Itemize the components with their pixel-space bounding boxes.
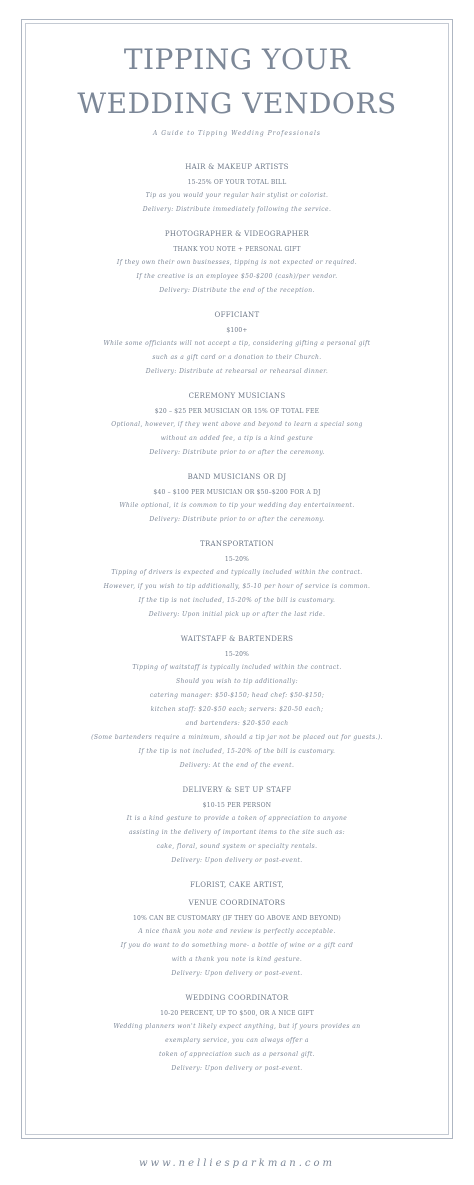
section-detail-line: Delivery: Upon delivery or post-event. (171, 970, 303, 977)
section-tip-amount: $100+ (226, 327, 248, 334)
section-detail-line: cake, floral, sound system or specialty rentals. (156, 843, 318, 850)
section-heading: VENUE COORDINATORS (188, 899, 286, 907)
section-detail-line: While optional, it is common to tip your wedding day entertainment. (119, 502, 355, 509)
section-detail-line: such as a gift card or a donation to their Church. (152, 354, 322, 361)
section-heading: BAND MUSICIANS OR DJ (187, 473, 287, 481)
section-tip-amount: THANK YOU NOTE + PERSONAL GIFT (173, 246, 301, 253)
vendor-section (25, 989, 449, 1076)
section-detail-line: and bartenders: $20-$50 each (185, 720, 289, 727)
vendor-sections (25, 158, 449, 1076)
section-detail-line: Delivery: Distribute immediately following the service. (142, 206, 332, 213)
section-detail-line: Delivery: At the end of the event. (179, 762, 295, 769)
section-detail-line: without an added fee, a tip is a kind gesture (160, 435, 314, 442)
section-detail-line: (Some bartenders require a minimum, should a tip jar not be placed out for guests.). (91, 734, 383, 741)
title-line: WEDDING VENDORS (77, 87, 397, 120)
vendor-section (25, 535, 449, 622)
section-tip-amount: 15-20% (224, 651, 250, 658)
page-subtitle: A Guide to Tipping Wedding Professionals (152, 130, 322, 137)
section-tip-amount: 15-25% OF YOUR TOTAL BILL (187, 179, 287, 186)
section-tip-amount: 15-20% (224, 556, 250, 563)
section-detail-line: Delivery: Upon delivery or post-event. (171, 857, 303, 864)
section-heading: DELIVERY & SET UP STAFF (182, 786, 292, 794)
section-detail-line: If the tip is not included, 15-20% of the bill is customary. (138, 597, 336, 604)
section-heading: OFFICIANT (214, 311, 260, 319)
section-detail-line: Tip as you would your regular hair stylist or colorist. (145, 192, 329, 199)
section-detail-line: Delivery: Distribute prior to or after the ceremony. (149, 516, 325, 523)
section-detail-line: catering manager: $50-$150; head chef: $50-$150; (149, 692, 325, 699)
section-detail-line: Delivery: Distribute at rehearsal or rehearsal dinner. (145, 368, 329, 375)
section-detail-line: It is a kind gesture to provide a token of appreciation to anyone (126, 815, 348, 822)
section-tip-amount: $10-15 PER PERSON (202, 802, 272, 809)
section-detail-line: Delivery: Distribute prior to or after the ceremony. (149, 449, 325, 456)
section-detail-line: Delivery: Upon initial pick up or after the last ride. (148, 611, 326, 618)
title-line: TIPPING YOUR (123, 43, 351, 76)
section-detail-line: If the creative is an employee $50-$200 (cash)/per vendor. (136, 273, 338, 280)
section-detail-line: If they own their own businesses, tipping is not expected or required. (116, 259, 358, 266)
section-detail-line: with a thank you note is kind gesture. (171, 956, 303, 963)
vendor-section (25, 306, 449, 379)
section-tip-amount: $20 – $25 PER MUSICIAN OR 15% OF TOTAL FEE (154, 408, 320, 415)
section-detail-line: Delivery: Upon delivery or post-event. (171, 1065, 303, 1072)
page-title (25, 38, 449, 126)
section-detail-line: However, if you wish to tip additionally, $5-10 per hour of service is common. (103, 583, 371, 590)
section-detail-line: A nice thank you note and review is perfectly acceptable. (138, 928, 336, 935)
vendor-section (25, 468, 449, 527)
section-detail-line: Tipping of drivers is expected and typically included within the contract. (111, 569, 363, 576)
section-detail-line: Wedding planners won't likely expect anything, but if yours provides an (113, 1023, 361, 1030)
section-heading: PHOTOGRAPHER & VIDEOGRAPHER (164, 230, 310, 238)
guide-content (25, 38, 449, 1076)
vendor-section (25, 387, 449, 460)
vendor-section (25, 158, 449, 217)
section-detail-line: kitchen staff: $20-$50 each; servers: $20-50 each; (150, 706, 324, 713)
vendor-section (25, 781, 449, 868)
footer-url: www.nelliesparkman.com (138, 1158, 336, 1169)
section-detail-line: exemplary service, you can always offer a (165, 1037, 309, 1044)
section-detail-line: Delivery: Distribute the end of the reception. (159, 287, 315, 294)
section-detail-line: While some officiants will not accept a tip, considering gifting a personal gift (103, 340, 371, 347)
section-heading: WEDDING COORDINATOR (185, 994, 289, 1002)
section-detail-line: If you do want to do something more- a bottle of wine or a gift card (120, 942, 354, 949)
section-heading: WAITSTAFF & BARTENDERS (180, 635, 294, 643)
section-heading: TRANSPORTATION (200, 540, 274, 548)
vendor-section (25, 630, 449, 773)
section-tip-amount: 10% CAN BE CUSTOMARY (IF THEY GO ABOVE AND BEYOND) (133, 915, 341, 922)
section-tip-amount: 10-20 PERCENT, UP TO $500, OR A NICE GIFT (160, 1010, 314, 1017)
section-detail-line: Tipping of waitstaff is typically included within the contract. (132, 664, 342, 671)
section-heading: CEREMONY MUSICIANS (188, 392, 286, 400)
section-heading: FLORIST, CAKE ARTIST, (190, 881, 284, 889)
section-detail-line: assisting in the delivery of important items to the site such as: (128, 829, 346, 836)
section-heading: HAIR & MAKEUP ARTISTS (185, 163, 289, 171)
section-detail-line: Optional, however, if they went above and beyond to learn a special song (111, 421, 363, 428)
section-tip-amount: $40 – $100 PER MUSICIAN OR $50–$200 FOR A DJ (153, 489, 321, 496)
section-detail-line: If the tip is not included, 15-20% of the bill is customary. (138, 748, 336, 755)
section-detail-line: Should you wish to tip additionally: (175, 678, 299, 685)
vendor-section (25, 225, 449, 298)
vendor-section (25, 876, 449, 981)
section-detail-line: token of appreciation such as a personal gift. (158, 1051, 315, 1058)
